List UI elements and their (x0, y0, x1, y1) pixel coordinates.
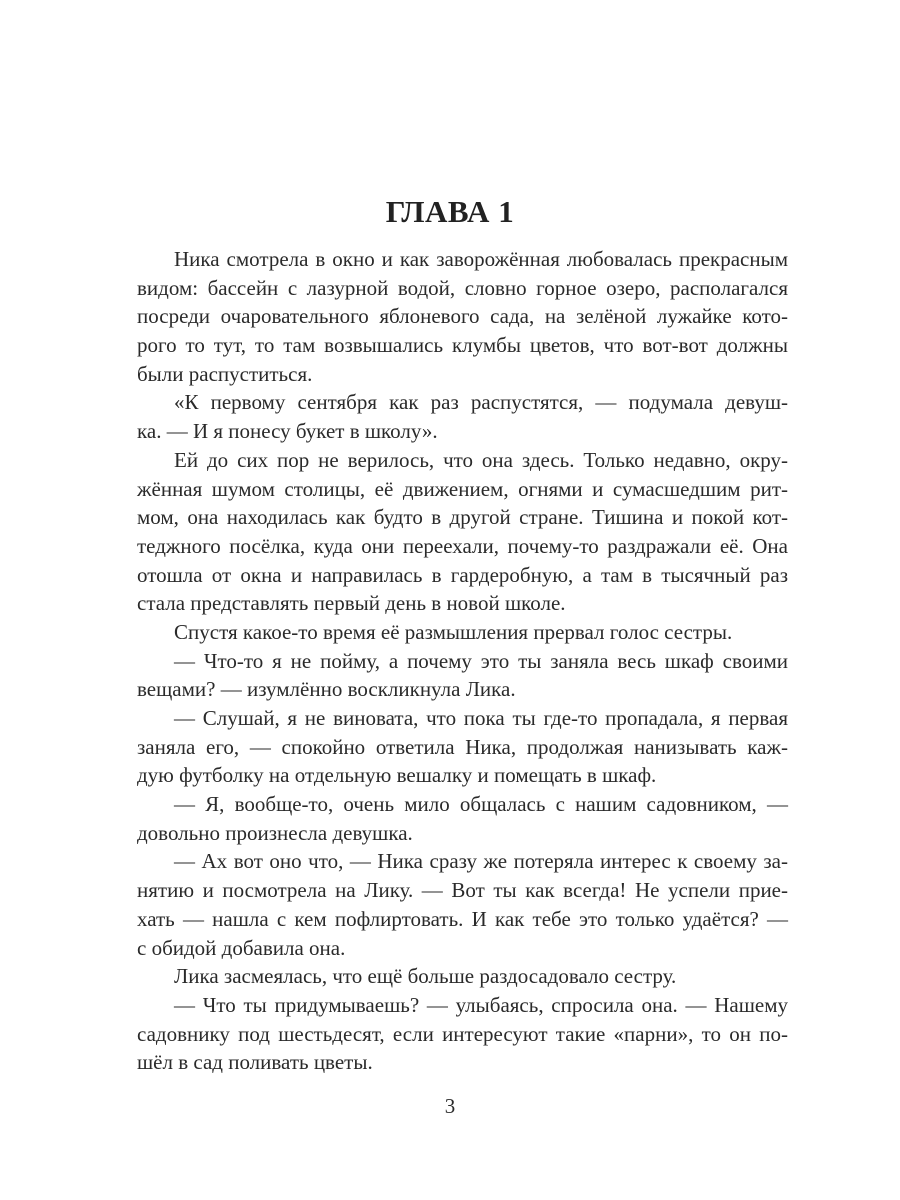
text-line: стала представлять первый день в новой школе. (137, 591, 566, 616)
text-line: «К первому сентября как раз распустятся, — подумала девуш- (174, 390, 788, 415)
text-line: шёл в сад поливать цветы. (137, 1050, 373, 1075)
text-line: Лика засмеялась, что ещё больше раздосадовало сестру. (174, 964, 677, 989)
chapter-title: ГЛАВА 1 (385, 194, 515, 229)
text-line: Ника смотрела в окно и как заворожённая любовалась прекрасным (174, 247, 788, 271)
text-line: рого то тут, то там возвышались клумбы цветов, что вот-вот должны (137, 333, 788, 358)
text-line: теджного посёлка, куда они переехали, почему-то раздражали её. Она (137, 533, 788, 558)
text-line: — Ах вот оно что, — Ника сразу же потеряла интерес к своему за- (174, 849, 788, 874)
text-line: посреди очаровательного яблоневого сада, на зелёной лужайке кото- (137, 304, 788, 329)
page-number: 3 (444, 1094, 456, 1118)
text-line: вещами? — изумлённо воскликнула Лика. (137, 677, 516, 702)
text-line: Ей до сих пор не верилось, что она здесь. Только недавно, окру- (174, 447, 788, 472)
text-line: — Что ты придумываешь? — улыбаясь, спросила она. — Нашему (174, 992, 788, 1017)
text-line: дую футболку на отдельную вешалку и помещать в шкаф. (137, 763, 657, 788)
text-line: жённая шумом столицы, её движением, огнями и сумасшедшим рит- (137, 476, 788, 501)
text-line: довольно произнесла девушка. (137, 820, 413, 845)
text-line: были распуститься. (137, 361, 313, 386)
body-text (137, 245, 788, 1077)
text-line: с обидой добавила она. (137, 935, 346, 960)
text-line: мом, она находилась как будто в другой стране. Тишина и покой кот- (137, 505, 788, 530)
text-line: нятию и посмотрела на Лику. — Вот ты как всегда! Не успели прие- (137, 878, 788, 903)
text-line: видом: бассейн с лазурной водой, словно горное озеро, располагался (137, 275, 788, 300)
text-line: — Слушай, я не виновата, что пока ты где-то пропадала, я первая (174, 706, 788, 730)
text-line: отошла от окна и направилась в гардеробную, а там в тысячный раз (137, 562, 788, 587)
text-line: ка. — И я понесу букет в школу». (137, 419, 438, 444)
text-line: — Что-то я не пойму, а почему это ты заняла весь шкаф своими (174, 648, 788, 673)
text-line: — Я, вообще-то, очень мило общалась с нашим садовником, — (174, 792, 788, 817)
text-line: садовнику под шестьдесят, если интересуют такие «парни», то он по- (137, 1021, 788, 1046)
text-line: хать — нашла с кем пофлиртовать. И как тебе это только удаётся? — (137, 906, 788, 931)
text-line: Спустя какое-то время её размышления прервал голос сестры. (174, 619, 733, 644)
text-line: заняла его, — спокойно ответила Ника, продолжая нанизывать каж- (137, 734, 788, 759)
